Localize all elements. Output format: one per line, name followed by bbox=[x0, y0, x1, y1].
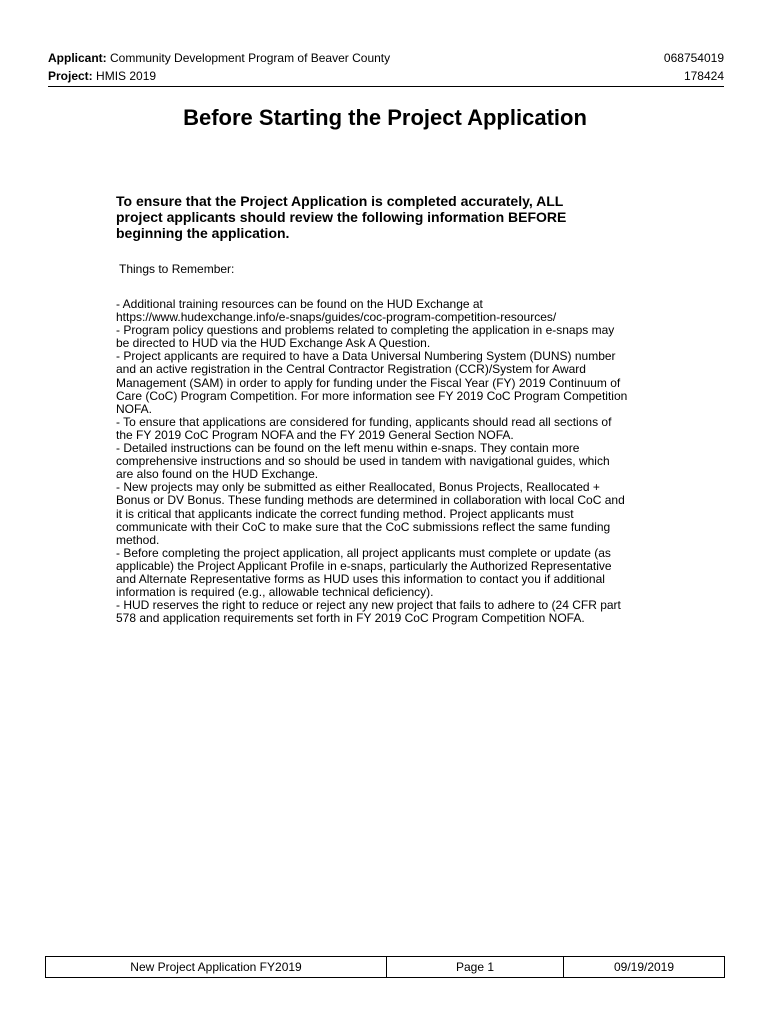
instruction-line: comprehensive instructions and so should be used in tandem with navigational guides, which bbox=[116, 454, 610, 469]
intro-line: To ensure that the Project Application is completed accurately, ALL bbox=[116, 193, 564, 209]
instruction-line: - To ensure that applications are considered for funding, applicants should read all sections of bbox=[116, 414, 612, 429]
project-name: HMIS 2019 bbox=[96, 69, 157, 83]
page-title: Before Starting the Project Application bbox=[183, 105, 587, 130]
project-label: Project: bbox=[48, 69, 93, 83]
instruction-line: - Before completing the project application, all project applicants must complete or update (as bbox=[116, 545, 611, 560]
instruction-line: - HUD reserves the right to reduce or reject any new project that fails to adhere to (24 CFR part bbox=[116, 598, 621, 613]
applicant-name: Community Development Program of Beaver County bbox=[110, 51, 391, 65]
header-divider bbox=[48, 86, 724, 87]
applicant-number: 068754019 bbox=[663, 51, 724, 65]
instruction-line: Bonus or DV Bonus. These funding methods are determined in collaboration with local CoC and bbox=[116, 493, 625, 508]
intro-paragraph bbox=[116, 193, 626, 241]
instruction-line: Management (SAM) in order to apply for funding under the Fiscal Year (FY) 2019 Continuum of bbox=[116, 375, 621, 390]
instruction-line: - New projects may only be submitted as either Reallocated, Bonus Projects, Reallocated + bbox=[116, 480, 600, 495]
instruction-line: - Detailed instructions can be found on the left menu within e-snaps. They contain more bbox=[116, 441, 580, 456]
footer-page-number: Page 1 bbox=[387, 957, 564, 977]
instruction-line: are also found on the HUD Exchange. bbox=[116, 467, 319, 482]
instruction-line: - Program policy questions and problems related to completing the application in e-snaps may bbox=[116, 323, 615, 338]
instruction-line: https://www.hudexchange.info/e-snaps/guides/coc-program-competition-resources/ bbox=[116, 310, 557, 325]
instruction-line: communicate with their CoC to make sure that the CoC submissions reflect the same funding bbox=[116, 519, 611, 534]
instruction-line: method. bbox=[116, 532, 160, 547]
applicant-label: Applicant: bbox=[48, 51, 107, 65]
instruction-line: NOFA. bbox=[116, 401, 153, 416]
project-row bbox=[48, 69, 724, 83]
applicant-row bbox=[48, 51, 724, 65]
instruction-line: - Additional training resources can be found on the HUD Exchange at bbox=[116, 297, 483, 311]
instruction-line: and an active registration in the Central Contractor Registration (CCR)/System for Award bbox=[116, 362, 586, 377]
instruction-line: applicable) the Project Applicant Profile in e-snaps, particularly the Authorized Representative bbox=[116, 558, 612, 573]
footer-application-name: New Project Application FY2019 bbox=[46, 957, 387, 977]
instructions-body bbox=[116, 298, 656, 625]
footer-date: 09/19/2019 bbox=[613, 960, 675, 974]
instruction-line: and Alternate Representative forms as HUD uses this information to contact you if additional bbox=[116, 571, 605, 586]
intro-line: project applicants should review the following information BEFORE bbox=[116, 209, 567, 225]
instruction-line: Care (CoC) Program Competition. For more information see FY 2019 CoC Program Competition bbox=[116, 388, 628, 403]
instruction-line: it is critical that applicants indicate the correct funding method. Project applicants must bbox=[116, 506, 574, 521]
instruction-line: be directed to HUD via the HUD Exchange Ask A Question. bbox=[116, 336, 431, 351]
instruction-line: information is required (e.g., allowable technical deficiency). bbox=[116, 585, 434, 600]
things-to-remember-label: Things to Remember: bbox=[119, 262, 235, 276]
intro-line: beginning the application. bbox=[116, 225, 290, 241]
page-footer bbox=[45, 956, 725, 978]
instruction-line: - Project applicants are required to have a Data Universal Numbering System (DUNS) number bbox=[116, 349, 616, 364]
project-number: 178424 bbox=[683, 69, 724, 83]
instruction-line: the FY 2019 CoC Program NOFA and the FY 2019 General Section NOFA. bbox=[116, 427, 514, 442]
instruction-line: 578 and application requirements set forth in FY 2019 CoC Program Competition NOFA. bbox=[116, 611, 585, 626]
